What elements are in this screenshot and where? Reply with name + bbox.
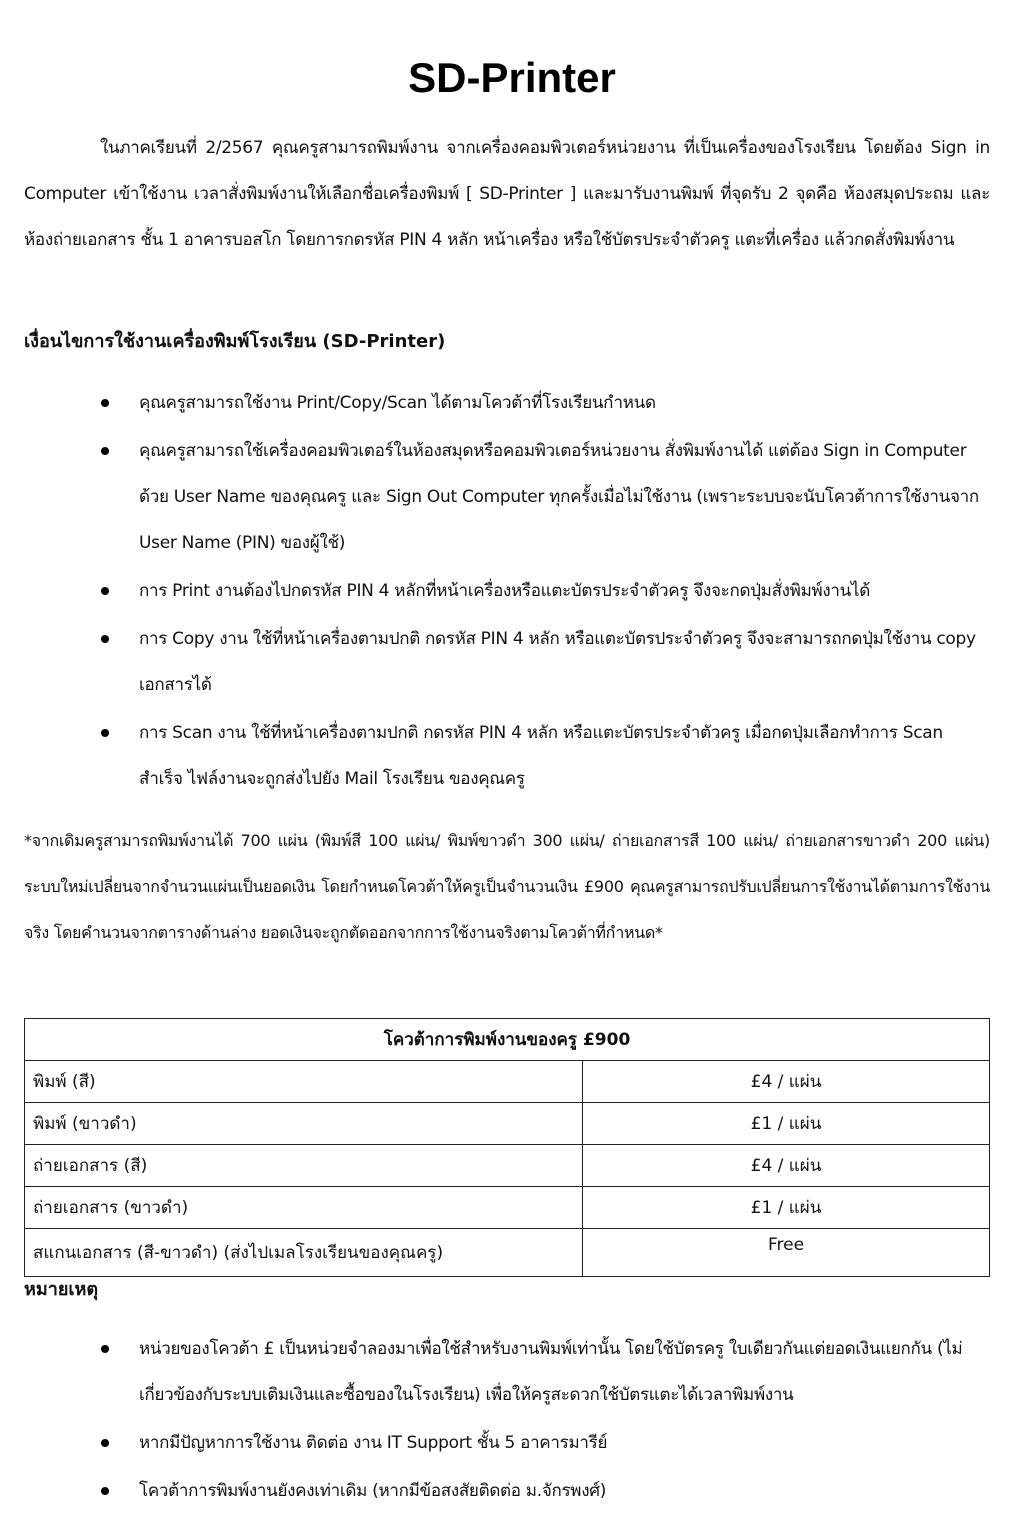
item-cell: ถ่ายเอกสาร (ขาวดำ) xyxy=(25,1187,583,1229)
price-cell: £1 / แผ่น xyxy=(583,1187,990,1229)
remarks-heading: หมายเหตุ xyxy=(24,1279,99,1300)
table-row xyxy=(25,1145,990,1187)
remark-text: โควต้าการพิมพ์งานยังคงเท่าเดิม (หากมีข้อสงสัยติดต่อ ม.จักรพงศ์) xyxy=(139,1481,607,1501)
condition-text: การ Copy งาน ใช้ที่หน้าเครื่องตามปกติ กดรหัส PIN 4 หลัก หรือแตะบัตรประจำตัวครู จึงจะสามารถกดปุ่มใช้งาน copy เอกสารได้ xyxy=(139,629,976,695)
condition-text: การ Print งานต้องไปกดรหัส PIN 4 หลักที่หน้าเครื่องหรือแตะบัตรประจำตัวครู จึงจะกดปุ่มสั่งพิมพ์งานได้ xyxy=(139,581,870,601)
list-item xyxy=(0,616,990,708)
list-item xyxy=(0,1420,990,1466)
condition-text: คุณครูสามารถใช้งาน Print/Copy/Scan ได้ตามโควต้าที่โรงเรียนกำหนด xyxy=(139,393,656,413)
bullet-icon xyxy=(101,447,109,455)
table-row xyxy=(25,1187,990,1229)
bullet-icon xyxy=(101,729,109,737)
conditions-heading: เงื่อนไขการใช้งานเครื่องพิมพ์โรงเรียน (SD-Printer) xyxy=(24,331,446,352)
price-cell: £1 / แผ่น xyxy=(583,1103,990,1145)
condition-text: การ Scan งาน ใช้ที่หน้าเครื่องตามปกติ กดรหัส PIN 4 หลัก หรือแตะบัตรประจำตัวครู เมื่อกดปุ่มเลือกทำการ Scan สำเร็จ ไฟล์งานจะถูกส่งไปยัง Mail โรงเรียน ของคุณครู xyxy=(139,723,943,789)
bullet-icon xyxy=(101,587,109,595)
bullet-icon xyxy=(101,635,109,643)
quota-table-header: โควต้าการพิมพ์งานของครู £900 xyxy=(25,1019,990,1061)
price-cell: Free xyxy=(583,1229,990,1277)
conditions-list xyxy=(0,380,990,804)
item-cell: พิมพ์ (ขาวดำ) xyxy=(25,1103,583,1145)
bullet-icon xyxy=(101,1345,109,1353)
intro-paragraph: ในภาคเรียนที่ 2/2567 คุณครูสามารถพิมพ์งาน จากเครื่องคอมพิวเตอร์หน่วยงาน ที่เป็นเครื่องของโรงเรียน โดยต้อง Sign in Computer เข้าใช้งาน เวลาสั่งพิมพ์งานให้เลือกชื่อเครื่องพิมพ์ [ SD-Printer ] และมารับงานพิมพ์ ที่จุดรับ 2 จุดคือ ห้องสมุดประถม และห้องถ่ายเอกสาร ชั้น 1 อาคารบอสโก โดยการกดรหัส PIN 4 หลัก หน้าเครื่อง หรือใช้บัตรประจำตัวครู แตะที่เครื่อง แล้วกดสั่งพิมพ์งาน xyxy=(24,138,990,250)
bullet-icon xyxy=(101,399,109,407)
list-item xyxy=(0,1468,990,1514)
list-item xyxy=(0,710,990,802)
condition-text: คุณครูสามารถใช้เครื่องคอมพิวเตอร์ในห้องสมุดหรือคอมพิวเตอร์หน่วยงาน สั่งพิมพ์งานได้ แต่ต้อง Sign in Computer ด้วย User Name ของคุณครู และ Sign Out Computer ทุกครั้งเมื่อไม่ใช้งาน (เพราะระบบจะนับโควต้าการใช้งานจาก User Name (PIN) ของผู้ใช้) xyxy=(139,441,979,553)
list-item xyxy=(0,380,990,426)
list-item xyxy=(0,1326,990,1418)
remark-text: หน่วยของโควต้า £ เป็นหน่วยจำลองมาเพื่อใช้สำหรับงานพิมพ์เท่านั้น โดยใช้บัตรครู ใบเดียวกันแต่ยอดเงินแยกกัน (ไม่เกี่ยวข้องกับระบบเติมเงินและซื้อของในโรงเรียน) เพื่อให้ครูสะดวกใช้บัตรแตะได้เวลาพิมพ์งาน xyxy=(139,1339,963,1405)
bullet-icon xyxy=(101,1487,109,1495)
table-row xyxy=(25,1103,990,1145)
list-item xyxy=(0,568,990,614)
quota-note: *จากเดิมครูสามารถพิมพ์งานได้ 700 แผ่น (พิมพ์สี 100 แผ่น/ พิมพ์ขาวดำ 300 แผ่น/ ถ่ายเอกสารสี 100 แผ่น/ ถ่ายเอกสารขาวดำ 200 แผ่น) ระบบใหม่เปลี่ยนจากจำนวนแผ่นเป็นยอดเงิน โดยกำหนดโควต้าให้ครูเป็นจำนวนเงิน £900 คุณครูสามารถปรับเปลี่ยนการใช้งานได้ตามการใช้งานจริง โดยคำนวนจากตารางด้านล่าง ยอดเงินจะถูกตัดออกจากการใช้งานจริงตามโควต้าที่กำหนด* xyxy=(24,831,990,942)
remark-text: หากมีปัญหาการใช้งาน ติดต่อ งาน IT Support ชั้น 5 อาคารมารีย์ xyxy=(139,1433,608,1453)
item-cell: พิมพ์ (สี) xyxy=(25,1061,583,1103)
item-cell: สแกนเอกสาร (สี-ขาวดำ) (ส่งไปเมลโรงเรียนของคุณครู) xyxy=(25,1229,583,1277)
table-row xyxy=(25,1061,990,1103)
item-cell: ถ่ายเอกสาร (สี) xyxy=(25,1145,583,1187)
remarks-list xyxy=(0,1326,990,1516)
price-cell: £4 / แผ่น xyxy=(583,1061,990,1103)
bullet-icon xyxy=(101,1439,109,1447)
price-cell: £4 / แผ่น xyxy=(583,1145,990,1187)
list-item xyxy=(0,428,990,566)
quota-table xyxy=(24,1018,990,1277)
table-row xyxy=(25,1229,990,1277)
page-title: SD-Printer xyxy=(408,54,616,101)
table-header-row xyxy=(25,1019,990,1061)
